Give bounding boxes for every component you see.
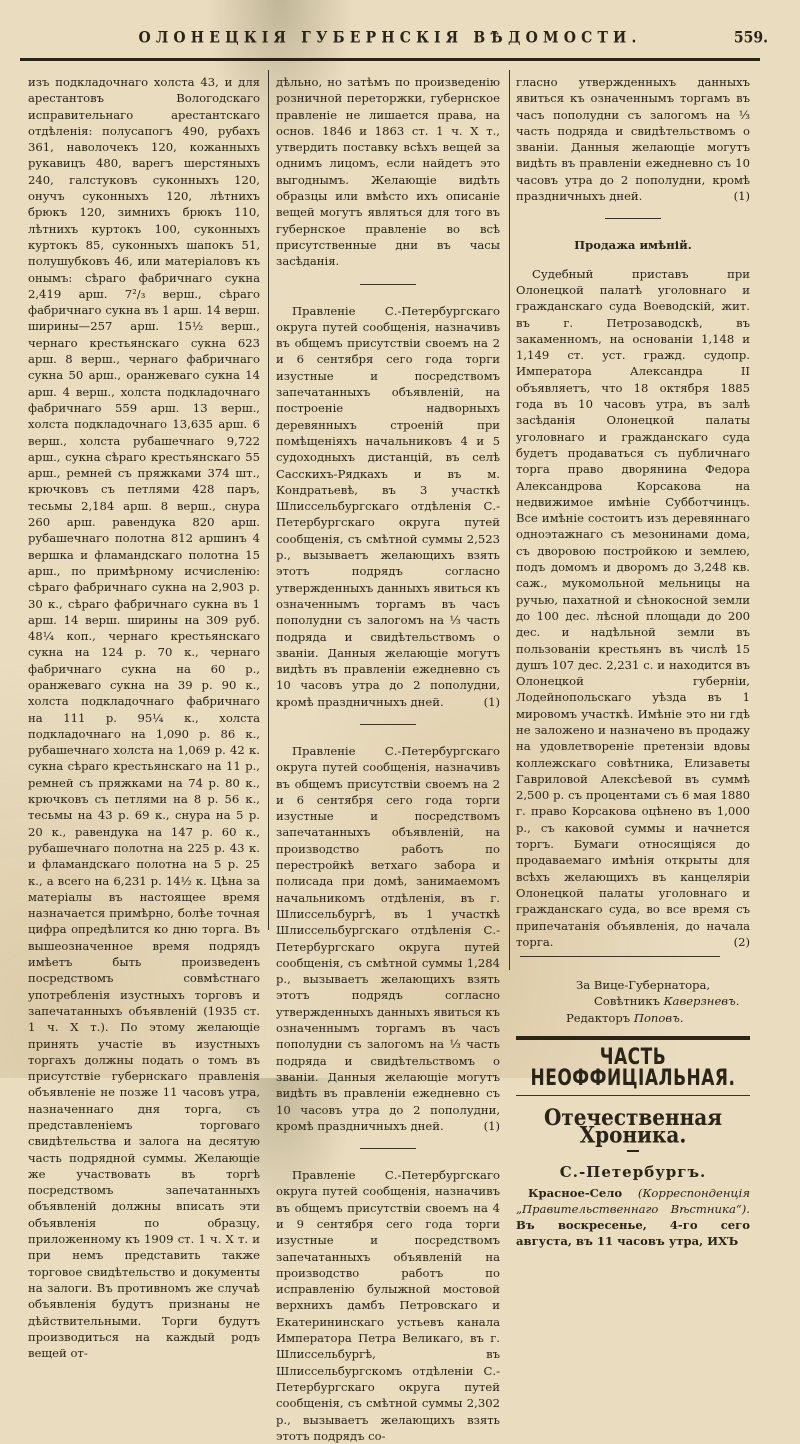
column-divider-1 [268, 70, 269, 930]
notice-3 [276, 1167, 500, 1444]
notice-3-mark: (1) [733, 189, 750, 204]
page-header [20, 28, 768, 62]
separator [360, 1148, 416, 1149]
procurement-notice-ending: дѣльно, но затѣмъ по произведенію розничной переторжки, губернское правленіе не лишается права, на основ. 1846 и 1863 ст. 1 ч. X т., утвердить поставку всѣхъ вещей за однимъ лицомъ, если найдетъ это выгоднымъ. Желающіе видѣть образцы или вмѣсто ихъ описаніе вещей могутъ являться для того въ губернское правленіе во всѣ присутственные дни въ часы засѣданія. [276, 75, 500, 269]
notice-1 [276, 303, 500, 710]
chronicle-paragraph [516, 1185, 750, 1250]
procurement-notice-continuation: изъ подкладочнаго холста 43, и для арестантовъ Вологодскаго исправительнаго арестантскаго отдѣленія: полусапогъ 490, рубахъ 361, наволочекъ 120, кожанныхъ рукавицъ 480, варегъ шерстяныхъ 240, галстуковъ суконныхъ 120, онучъ суконныхъ 120, лѣтнихъ брюкъ 120, зимнихъ брюкъ 110, лѣтнихъ куртокъ 100, суконныхъ куртокъ 85, суконныхъ шапокъ 51, полушубковъ 46, или матеріаловъ къ онымъ: сѣраго фабричнаго сукна 2,419 арш. 7²/₃ верш., сѣраго фабричнаго сукна въ 1 арш. 14 верш. ширины—257 арш. 15½ верш., чернаго крестьянскаго сукна 623 арш. 8 верш., чернаго фабричнаго сукна 50 арш., оранжеваго сукна 14 арш. 4 верш., холста подкладочнаго фабричнаго 559 арш. 13 верш., холста подкладочнаго 13,635 арш. 6 верш., холста рубашечнаго 9,722 арш., сукна сѣраго крестьянскаго 55 арш., ремней съ пряжками 374 шт., крючковъ съ петлями 428 паръ, тесьмы 2,184 арш. 8 верш., снура 260 арш. равендука 820 арш. рубашечнаго полотна 812 аршинъ 4 вершка и фламандскаго полотна 15 арш., по примѣрному исчисленію: сѣраго фабричнаго сукна на 2,903 р. 30 к., сѣраго фабричнаго сукна въ 1 арш. 14 верш. ширины на 309 руб. 48¼ коп., чернаго крестьянскаго сукна на 124 р. 70 к., чернаго фабричнаго сукна на 60 р., оранжеваго сукна на 39 р. 90 к., холста подкладочнаго фабричнаго на 111 р. 95¼ к., холста подкладочнаго на 1,090 р. 86 к., рубашечнаго холста на 1,069 р. 42 к. сукна сѣраго крестьянскаго на 11 р., ремней съ пряжками на 74 р. 80 к., крючковъ съ петлями на 8 р. 56 к., тесьмы на 43 р. 69 к., снура на 5 р. 20 к., равендука на 147 р. 60 к., рубашечнаго полотна на 225 р. 43 к. и фламандскаго полотна на 5 р. 25 к., а всего на 6,231 р. 14½ к. Цѣна за матеріалы въ настоящее время назначается примѣрно, болѣе точная цифра опредѣлится ко дню торга. Въ вышеозначенное время подрядъ имѣетъ быть произведенъ посредствомъ совмѣстнаго употребленія изустныхъ торговъ и запечатанныхъ объявленій (1935 ст. 1 ч. X т.). По этому желающіе принять участіе въ изустныхъ торгахъ должны подать о томъ въ присутствіе губернскаго правленія объявленіе не позже 11 часовъ утра, назначеннаго дня торга, съ представленіемъ торговаго свидѣтельства и залога на десятую часть подрядной суммы. Желающіе же участвовать въ торгѣ посредствомъ запечатанныхъ объявленій должны вписать эти объявленія по образцу, приложенному къ 1909 ст. 1 ч. X т. и при немъ представить также торговое свидѣтельство и документы на залоги. Въ противномъ же случаѣ объявленія будутъ признаны не дѣйствительными. Торги будутъ производиться на каждый родъ вещей от- [28, 75, 260, 1361]
page-number: 559. [733, 28, 768, 48]
column-3 [516, 74, 750, 1250]
editor-title: Редакторъ [566, 1010, 631, 1025]
unofficial-section-title: ЧАСТЬ НЕОФФИЦІАЛЬНАЯ. [530, 1044, 736, 1092]
notice-3-text: Правленіе С.-Петербургскаго округа путей сообщенія, назначивъ въ общемъ присутствіи своемъ на 4 и 9 сентября сего года торги изустные и посредствомъ запечатанныхъ объявленій на производство работъ по исправленію булыжной мостовой верхнихъ дамбъ Петровскаго и Екатерининскаго устьевъ канала Императора Петра Великаго, въ г. Шлиссельбургѣ, въ Шлиссельбургскомъ отдѣленіи С.-Петербургскаго округа путей сообщенія, съ смѣтной суммы 2,302 р., вызываетъ желающихъ взять этотъ подрядъ со- [276, 1168, 500, 1443]
column-2 [276, 74, 500, 1444]
short-dash [627, 1150, 639, 1152]
separator [360, 724, 416, 725]
estate-sale-text: Судебный приставъ при Олонецкой палатѣ уголовнаго и гражданскаго суда Воеводскій, жит. въ г. Петрозаводскѣ, въ закаменномъ, на основаніи 1,148 и 1,149 ст. уст. гражд. судопр. Императора Александра II объявляетъ, что 18 октября 1885 года въ 10 часовъ утра, въ залѣ засѣданія Олонецкой палаты уголовнаго и гражданскаго суда будетъ продаваться съ публичнаго торга право дворянина Федора Александрова Корсакова на недвижимое имѣніе Субботчинцъ. Все имѣніе состоитъ изъ деревяннаго одноэтажнаго съ мезонинами дома, съ дворовою постройкою и землею, подъ домомъ и дворомъ до 3,248 кв. саж., мукомольной мельницы на ручью, пахатной и сѣнокосной земли до 100 дес. лѣсной площади до 200 дес. и надѣльной земли въ пользованіи крестьянъ въ числѣ 15 душъ 107 дес. 2,231 с. и находится въ Олонецкой губерніи, Лодейнопольскаго уѣзда въ 1 мировомъ участкѣ. Имѣніе это ни гдѣ не заложено и назначено въ продажу на удовлетвореніе претензіи вдовы коллежскаго совѣтника, Елизаветы Гавриловой Алексѣевой въ суммѣ 2,500 р. съ процентами съ 6 мая 1880 г. право Корсакова оцѣнено въ 1,000 р., съ каковой суммы и начнется торгъ. Бумаги относящіяся до продаваемаго имѣнія открыты для всѣхъ желающихъ въ канцеляріи Олонецкой палаты уголовнаго и гражданскаго суда, во все время съ припечатанія объявленія, до начала торга. [516, 266, 750, 949]
notice-1-text: Правленіе С.-Петербургскаго округа путей сообщенія, назначивъ въ общемъ присутствіи своемъ на 2 и 6 сентября сего года торги изустные и посредствомъ запечатанныхъ объявленій, на построеніе надворныхъ деревянныхъ строеній при помѣщеніяхъ начальниковъ 4 и 5 судоходныхъ дистанцій, въ селѣ Сасскихъ-Рядкахъ и въ м. Кондратьевѣ, въ 3 участкѣ Шлиссельбургскаго отдѣленія С.-Петербургскаго округа путей сообщенія, съ смѣтной суммы 2,523 р., вызываетъ желающихъ взять этотъ подрядъ согласно утвержденныхъ данныхъ явиться къ означеннымъ торгамъ въ часъ пополудни съ залогомъ на ⅓ часть подряда и свидѣтельствомъ о званіи. Данныя желающіе могутъ видѣть въ правленіи ежедневно съ 10 часовъ утра до 2 пополудни, кромѣ праздничныхъ дней. [276, 303, 500, 709]
city-heading: С.-Петербургъ. [559, 1163, 707, 1182]
notice-2-text: Правленіе С.-Петербургскаго округа путей сообщенія, назначивъ въ общемъ присутствіи своемъ на 2 и 6 сентября сего года торги изустные и посредствомъ запечатанныхъ объявленій, на производство работъ по перестройкѣ ветхаго забора и полисада при домѣ, занимаемомъ начальникомъ отдѣленія, въ г. Шлиссельбургѣ, въ 1 участкѣ Шлиссельбургскаго отдѣленія С.-Петербургскаго округа путей сообщенія, съ смѣтной суммы 1,284 р., вызываетъ желающихъ взять этотъ подрядъ согласно утвержденныхъ данныхъ явиться къ означеннымъ торгамъ въ часъ пополудни съ залогомъ на ⅓ часть подряда и свидѣтельствомъ о званіи. Данныя желающіе могутъ видѣть въ правленіи ежедневно съ 10 часовъ утра до 2 пополудни, кромѣ праздничныхъ дней. [276, 743, 500, 1133]
signature-name: Каверзневъ. [663, 994, 740, 1009]
column-1 [28, 74, 260, 1361]
notice-3-continuation-text: гласно утвержденныхъ данныхъ явиться къ означеннымъ торгамъ въ часъ пополудни съ залогомъ на ⅓ часть подряда и свидѣтельствомъ о званіи. Данныя желающіе могутъ видѣть въ правленіи ежедневно съ 10 часовъ утра до 2 пополудни, кромѣ праздничныхъ дней. [516, 75, 750, 204]
estate-sale-notice [516, 266, 750, 950]
notice-1-mark: (1) [483, 694, 500, 709]
chronicle-lead: Красное-Село [528, 1185, 623, 1200]
notice-3-continuation [516, 74, 750, 204]
estate-sale-mark: (2) [733, 934, 750, 949]
header-rule [20, 58, 760, 61]
separator [605, 218, 661, 219]
notice-2 [276, 743, 500, 1134]
signature-line-2 [516, 993, 750, 1009]
separator-long [520, 956, 720, 957]
column-divider-2 [509, 70, 510, 970]
chronicle-source: (Корреспонденція „Правительственнаго Вѣстника“). [516, 1185, 750, 1216]
signature-title: Совѣтникъ [594, 994, 660, 1009]
notice-2-mark: (1) [483, 1118, 500, 1133]
editor-name: Поповъ. [633, 1010, 684, 1025]
editor-line [516, 1010, 750, 1026]
separator [360, 284, 416, 285]
signature-line-1: За Вице-Губернатора, [576, 978, 711, 993]
section-rule [516, 1036, 750, 1040]
masthead-title: ОЛОНЕЦКІЯ ГУБЕРНСКІЯ ВѢДОМОСТИ. [138, 28, 642, 48]
section-thin-rule [516, 1095, 750, 1096]
chronicle-text: Въ воскресенье, 4-го сего августа, въ 11 часовъ утра, ИХЪ [516, 1218, 750, 1249]
chronicle-title: Отечественная Хроника. [543, 1103, 723, 1148]
estate-sale-title: Продажа имѣній. [574, 238, 692, 253]
